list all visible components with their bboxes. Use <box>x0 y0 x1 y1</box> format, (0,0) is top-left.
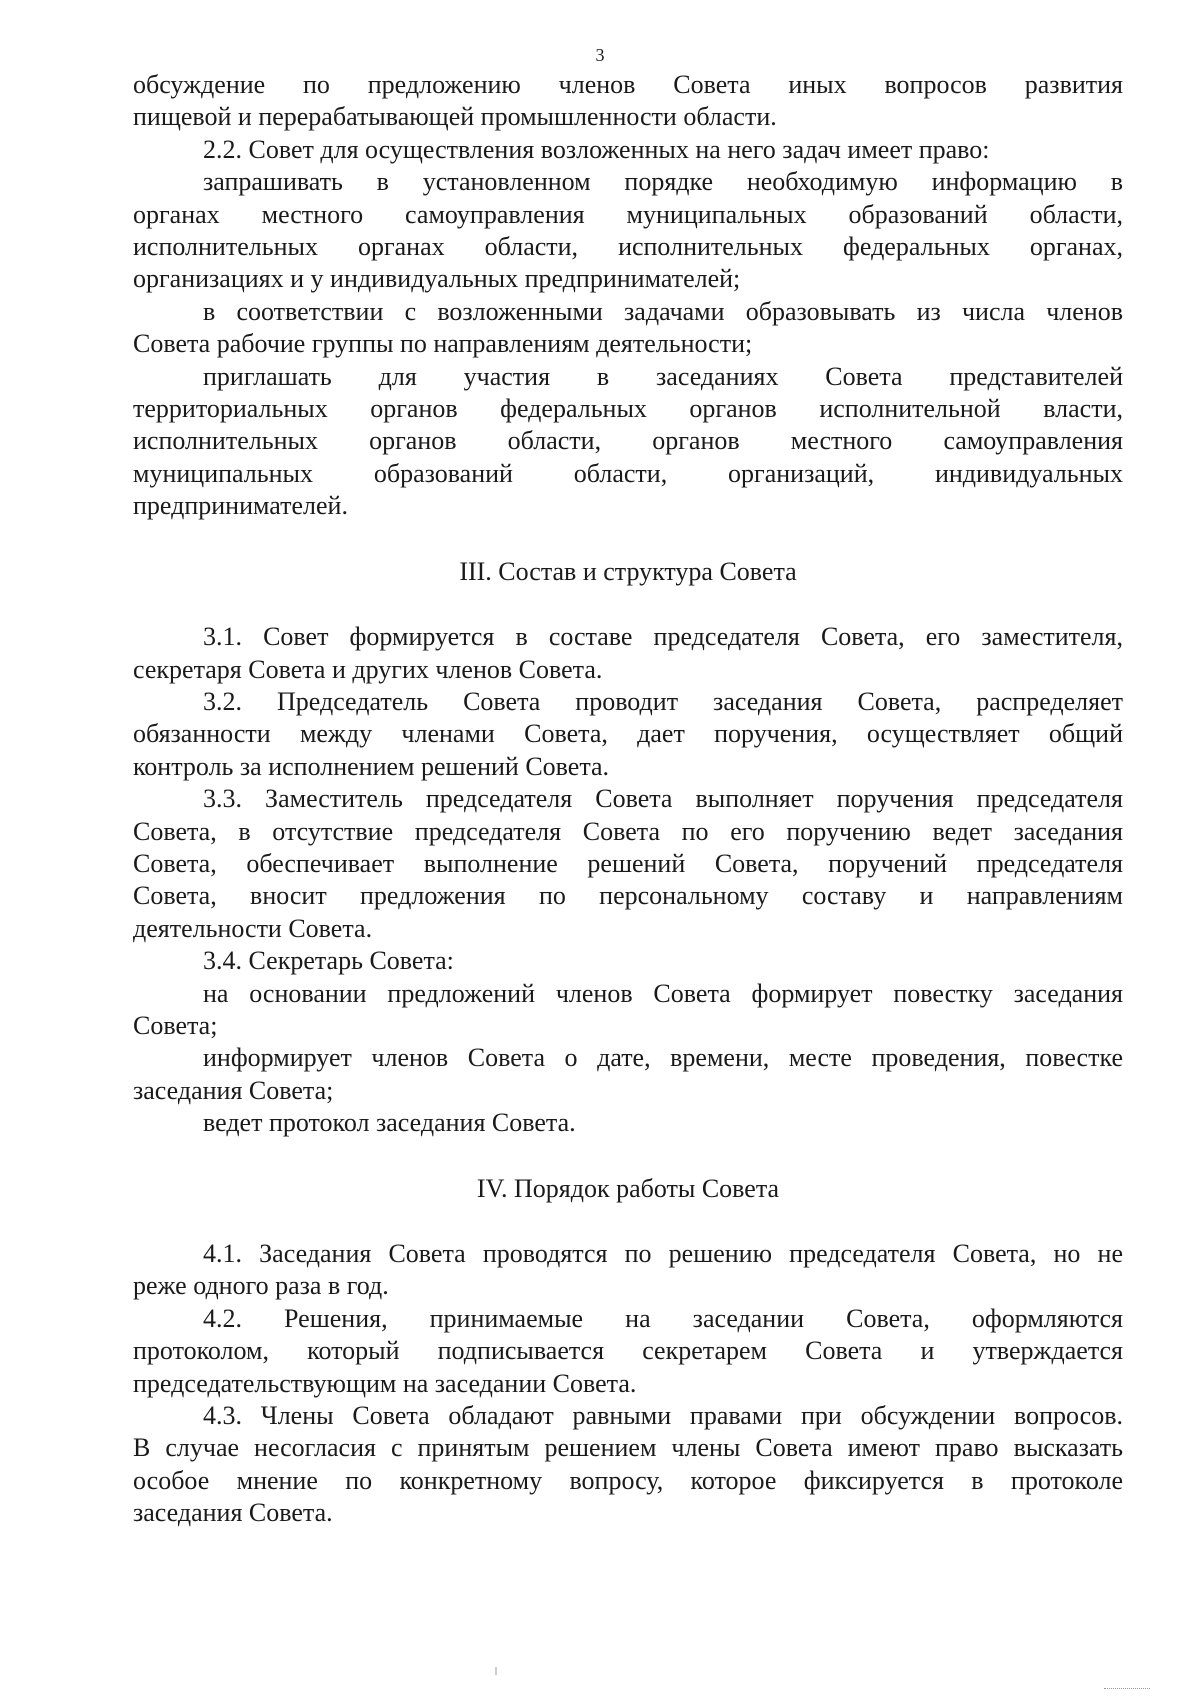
section-3-heading: III. Состав и структура Совета <box>459 556 797 586</box>
text-line: 3.3. Заместитель председателя Совета выполняет поручения председателя <box>203 784 1123 814</box>
text-line: деятельности Совета. <box>133 913 373 943</box>
text-line: муниципальных образований области, организаций, индивидуальных <box>133 458 1123 488</box>
text-line: В случае несогласия с принятым решением члены Совета имеют право высказать <box>133 1433 1123 1463</box>
text-line: протоколом, который подписывается секретарем Совета и утверждается <box>133 1336 1123 1366</box>
text-line: на основании предложений членов Совета формирует повестку заседания <box>203 978 1123 1008</box>
text-line: предпринимателей. <box>133 491 348 521</box>
text-line: Совета рабочие группы по направлениям деятельности; <box>133 329 753 359</box>
text-line: 3.2. Председатель Совета проводит заседания Совета, распределяет <box>203 686 1123 716</box>
text-line: Совета, обеспечивает выполнение решений Совета, поручений председателя <box>133 848 1123 878</box>
scan-artifact <box>1104 1688 1150 1693</box>
text-line: в соответствии с возложенными задачами образовывать из числа членов <box>203 296 1123 326</box>
page-number: 3 <box>595 45 605 65</box>
text-line: 3.1. Совет формируется в составе председателя Совета, его заместителя, <box>203 622 1123 652</box>
text-line: обсуждение по предложению членов Совета иных вопросов развития <box>133 70 1123 99</box>
text-line: исполнительных органах области, исполнительных федеральных органах, <box>133 232 1123 262</box>
text-line: пищевой и перерабатывающей промышленности области. <box>133 102 777 132</box>
text-line: заседания Совета; <box>133 1075 334 1105</box>
text-line: органах местного самоуправления муниципальных образований области, <box>133 199 1123 229</box>
text-line: организациях и у индивидуальных предпринимателей; <box>133 264 741 294</box>
text-line: Совета; <box>133 1010 218 1040</box>
text-line: исполнительных органов области, органов местного самоуправления <box>133 426 1123 456</box>
text-line: председательствующим на заседании Совета. <box>133 1368 637 1398</box>
section-4-heading: IV. Порядок работы Совета <box>476 1173 780 1203</box>
text-line: 4.1. Заседания Совета проводятся по решению председателя Совета, но не <box>203 1239 1123 1268</box>
text-line: Совета, вносит предложения по персональному составу и направлениям <box>133 881 1123 911</box>
text-line: территориальных органов федеральных органов исполнительной власти, <box>133 394 1123 424</box>
text-line: обязанности между членами Совета, дает поручения, осуществляет общий <box>133 719 1123 749</box>
text-line: секретаря Совета и других членов Совета. <box>133 654 603 684</box>
text-line: приглашать для участия в заседаниях Совета представителей <box>203 361 1123 391</box>
text-line: информирует членов Совета о дате, времени, месте проведения, повестке <box>203 1043 1123 1073</box>
paragraph-2-2: 2.2. Совет для осуществления возложенных на него задач имеет право: <box>203 134 990 164</box>
paragraph-3-4: 3.4. Секретарь Совета: <box>203 946 454 976</box>
document-body <box>133 69 1123 1530</box>
text-line: Совета, в отсутствие председателя Совета по его поручению ведет заседания <box>133 816 1123 846</box>
text-line: 4.2. Решения, принимаемые на заседании Совета, оформляются <box>203 1303 1123 1333</box>
text-line: особое мнение по конкретному вопросу, которое фиксируется в протоколе <box>133 1465 1123 1495</box>
text-line: запрашивать в установленном порядке необходимую информацию в <box>203 167 1123 197</box>
text-line: ведет протокол заседания Совета. <box>203 1108 576 1138</box>
scan-artifact <box>495 1667 497 1675</box>
text-line: реже одного раза в год. <box>133 1271 389 1301</box>
text-line: контроль за исполнением решений Совета. <box>133 751 610 781</box>
text-line: заседания Совета. <box>133 1498 333 1528</box>
text-line: 4.3. Члены Совета обладают равными правами при обсуждении вопросов. <box>203 1401 1123 1431</box>
